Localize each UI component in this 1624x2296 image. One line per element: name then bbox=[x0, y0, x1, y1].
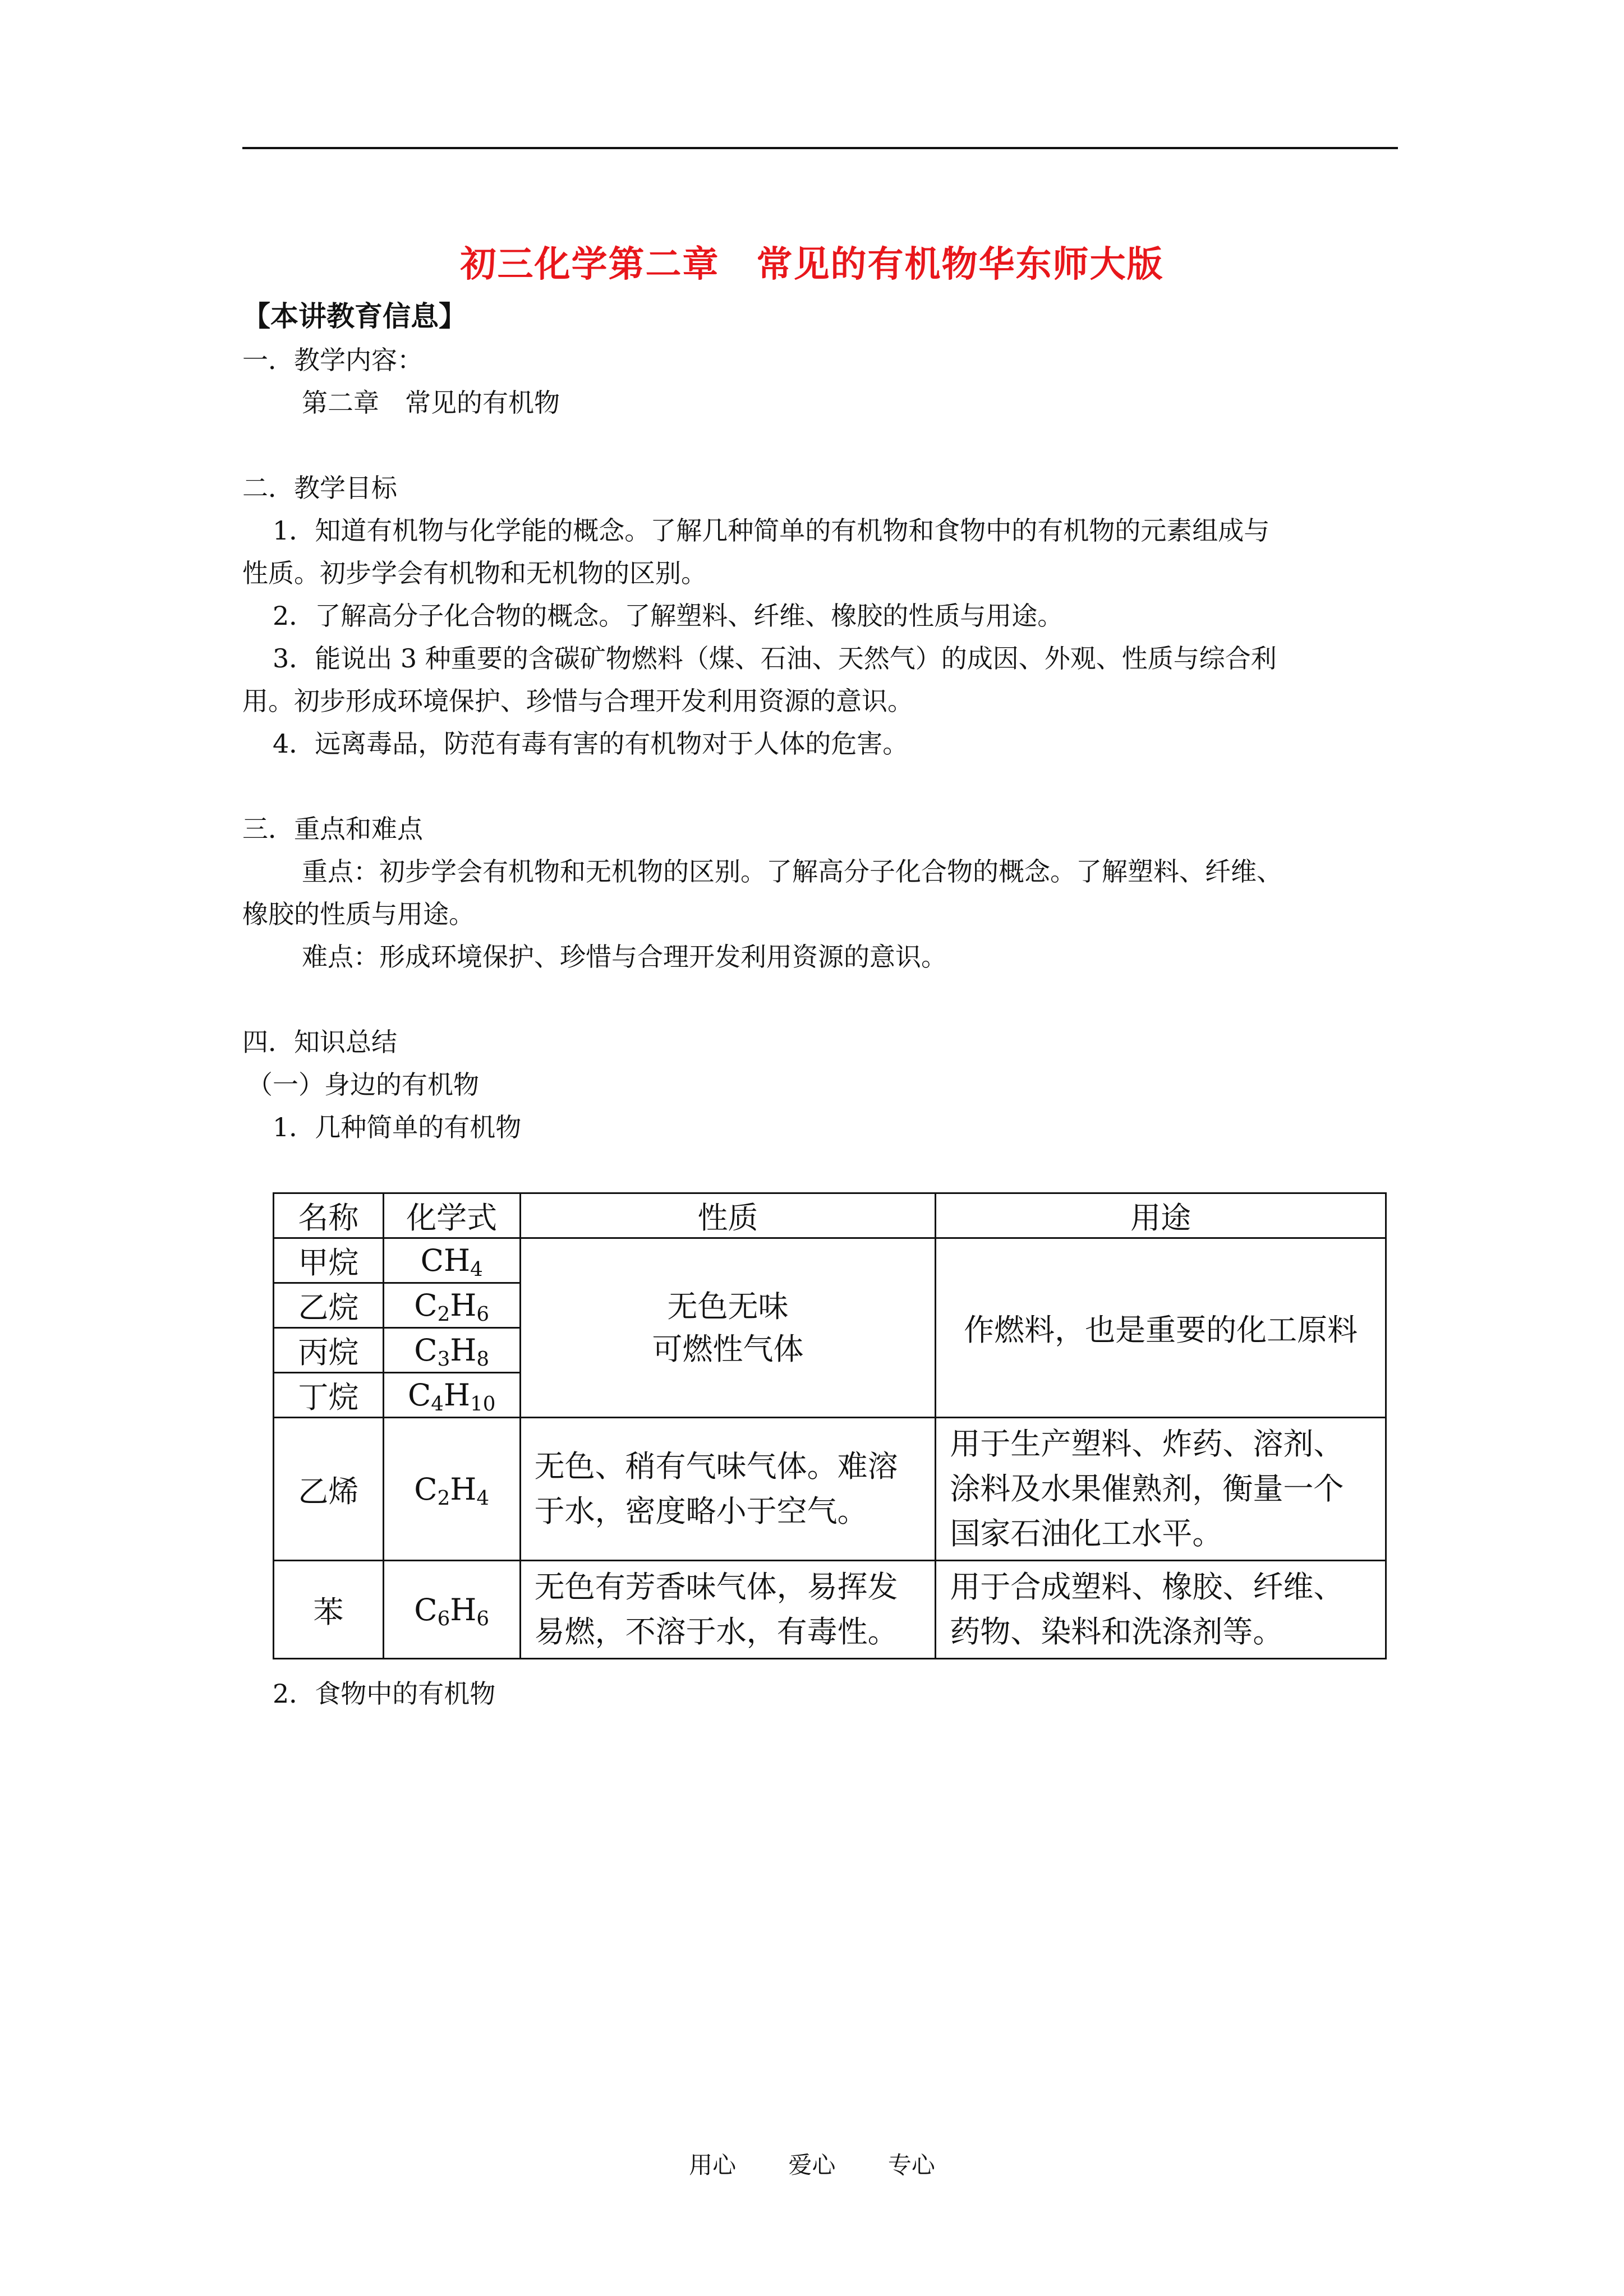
section1-title: 一．教学内容： bbox=[242, 345, 423, 375]
ethylene-property: 无色、稍有气味气体。难溶 于水，密度略小于空气。 bbox=[520, 1418, 936, 1561]
goal-4: 4．远离毒品，防范有毒有害的有机物对于人体的危害。 bbox=[273, 729, 909, 759]
header-property: 性质 bbox=[520, 1193, 936, 1238]
item-2-heading: 2．食物中的有机物 bbox=[273, 1679, 496, 1709]
benzene-use: 用于合成塑料、橡胶、纤维、 药物、染料和洗涤剂等。 bbox=[936, 1561, 1386, 1659]
name-butane: 丁烷 bbox=[274, 1373, 384, 1418]
formula-methane: $CH_4$ bbox=[383, 1238, 520, 1283]
footer-word-3: 专心 bbox=[887, 2151, 935, 2179]
section4-title: 四．知识总结 bbox=[242, 1027, 397, 1057]
name-ethylene: 乙烯 bbox=[274, 1418, 384, 1561]
goal-3-line2: 用。初步形成环境保护、珍惜与合理开发利用资源的意识。 bbox=[242, 686, 913, 716]
alkane-property: 无色无味 可燃性气体 bbox=[520, 1238, 936, 1418]
name-ethane: 乙烷 bbox=[274, 1283, 384, 1328]
page-footer bbox=[0, 2147, 1624, 2180]
formula-butane: $C_4H_{10}$ bbox=[383, 1373, 520, 1418]
footer-word-1: 用心 bbox=[689, 2151, 737, 2179]
document-title: 初三化学第二章 常见的有机物华东师大版 bbox=[460, 243, 1164, 285]
goal-3-line1: 3．能说出 3 种重要的含碳矿物燃料（煤、石油、天然气）的成因、外观、性质与综合利 bbox=[273, 643, 1277, 674]
benzene-property: 无色有芳香味气体，易挥发 易燃，不溶于水，有毒性。 bbox=[520, 1561, 936, 1659]
goal-2: 2．了解高分子化合物的概念。了解塑料、纤维、橡胶的性质与用途。 bbox=[273, 601, 1064, 631]
footer-word-2: 爱心 bbox=[788, 2151, 836, 2179]
section3-title: 三．重点和难点 bbox=[242, 814, 423, 844]
difficulty: 难点：形成环境保护、珍惜与合理开发利用资源的意识。 bbox=[302, 942, 947, 972]
name-propane: 丙烷 bbox=[274, 1328, 384, 1373]
ethylene-use: 用于生产塑料、炸药、溶剂、 涂料及水果催熟剂，衡量一个 国家石油化工水平。 bbox=[936, 1418, 1386, 1561]
name-methane: 甲烷 bbox=[274, 1238, 384, 1283]
key-points-line1: 重点：初步学会有机物和无机物的区别。了解高分子化合物的概念。了解塑料、纤维、 bbox=[302, 856, 1282, 887]
formula-ethane: $C_2H_6$ bbox=[383, 1283, 520, 1328]
formula-propane: $C_3H_8$ bbox=[383, 1328, 520, 1373]
item-1-heading: 1．几种简单的有机物 bbox=[273, 1112, 522, 1142]
formula-ethylene: $C_2H_4$ bbox=[383, 1418, 520, 1561]
goal-1-line2: 性质。初步学会有机物和无机物的区别。 bbox=[242, 558, 707, 588]
section2-title: 二．教学目标 bbox=[242, 473, 397, 503]
key-points-line2: 橡胶的性质与用途。 bbox=[242, 899, 475, 929]
name-benzene: 苯 bbox=[274, 1561, 384, 1659]
goal-1-line1: 1．知道有机物与化学能的概念。了解几种简单的有机物和食物中的有机物的元素组成与 bbox=[273, 515, 1270, 546]
header-rule bbox=[242, 147, 1398, 149]
section1-content: 第二章 常见的有机物 bbox=[302, 388, 560, 418]
header-formula: 化学式 bbox=[383, 1193, 520, 1238]
header-name: 名称 bbox=[274, 1193, 384, 1238]
header-use: 用途 bbox=[936, 1193, 1386, 1238]
organic-compounds-table bbox=[273, 1192, 1387, 1659]
info-heading: 【本讲教育信息】 bbox=[242, 299, 467, 333]
subsection-1: （一）身边的有机物 bbox=[247, 1069, 479, 1100]
alkane-use: 作燃料，也是重要的化工原料 bbox=[936, 1238, 1386, 1418]
formula-benzene: $C_6H_6$ bbox=[383, 1561, 520, 1659]
